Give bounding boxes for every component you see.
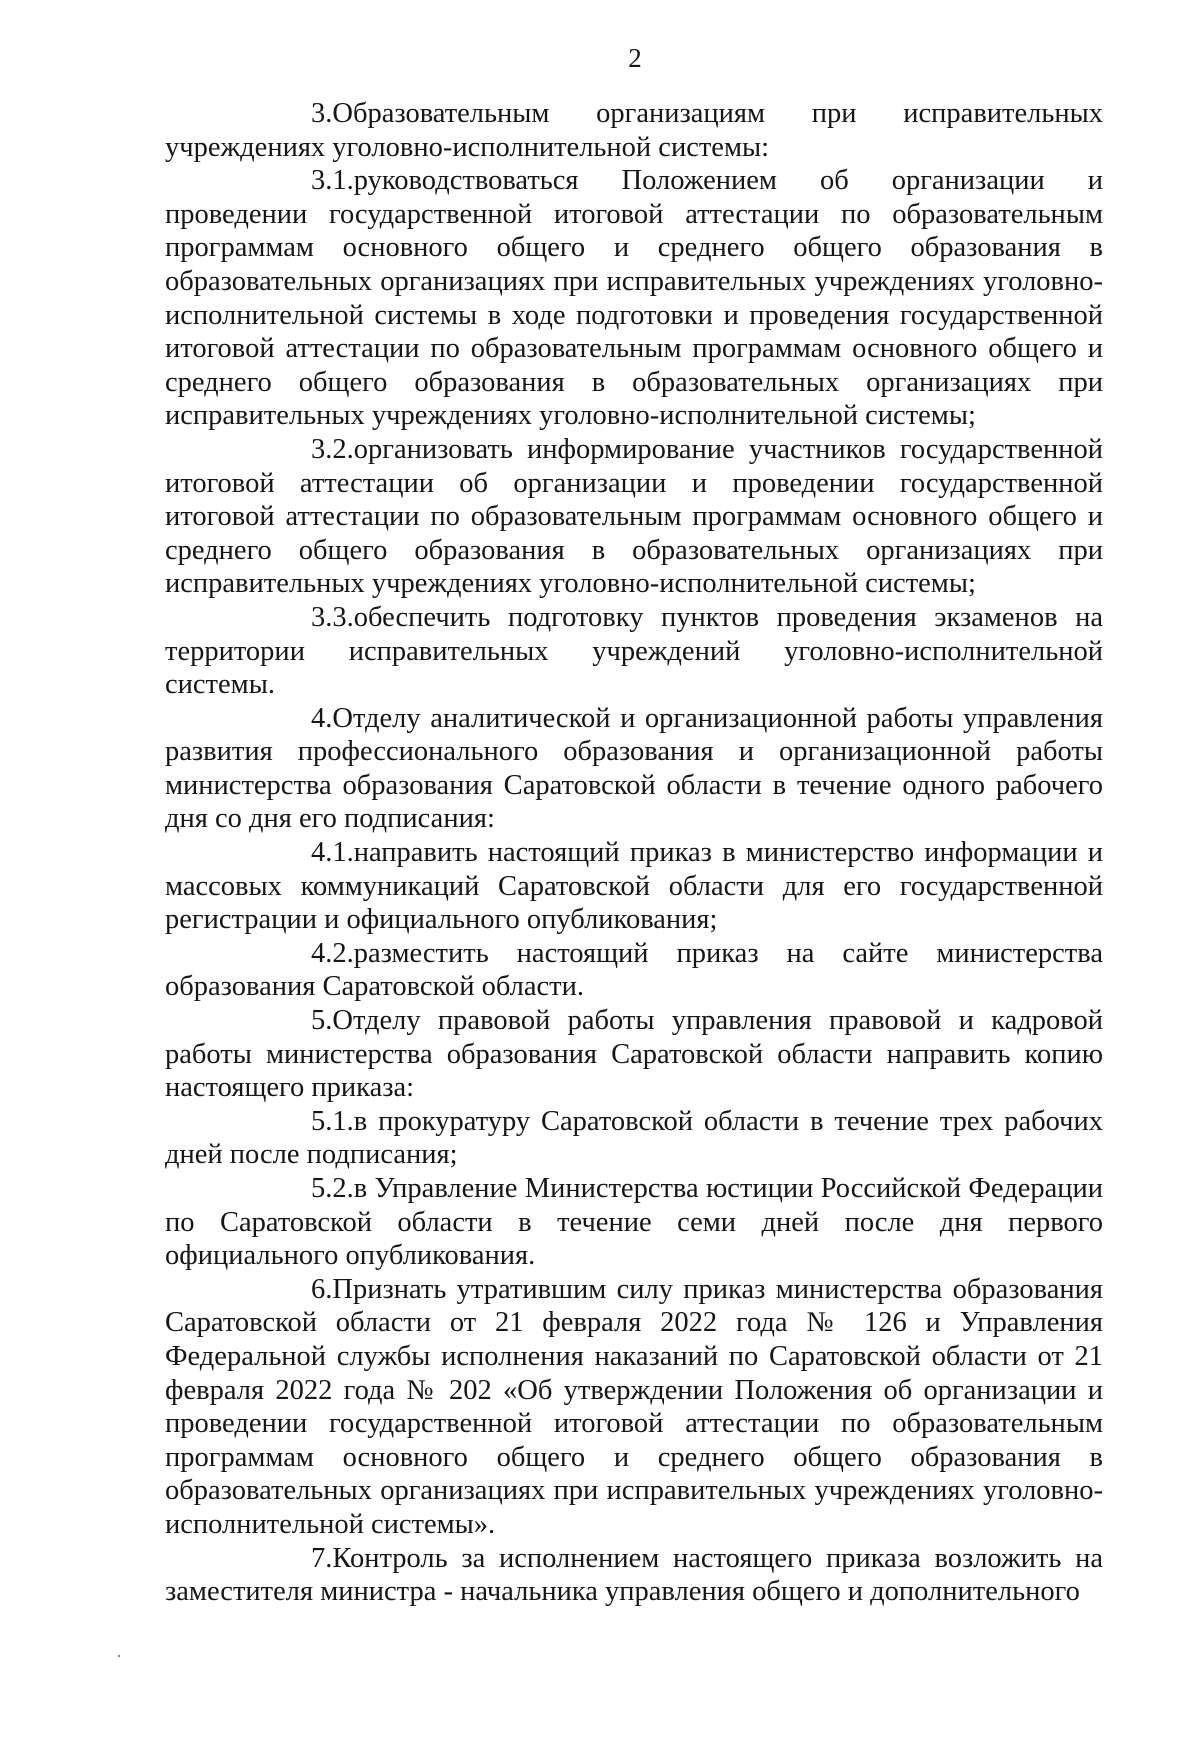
paragraph-4 — [165, 702, 1103, 836]
paragraph-number: 5. — [311, 1005, 333, 1037]
paragraph-4-2 — [165, 937, 1103, 1004]
paragraph-number: 3. — [311, 98, 333, 129]
paragraph-5-1 — [165, 1105, 1103, 1172]
paragraph-number: 4. — [311, 702, 333, 734]
paragraph-3-2 — [165, 433, 1103, 601]
paragraph-7 — [165, 1542, 1103, 1609]
paragraph-number: 3.2. — [311, 433, 354, 465]
paragraph-4-1 — [165, 836, 1103, 937]
paragraph-text: Образовательным организациям при исправительных учреждениях уголовно-исполнительной системы: — [165, 98, 1103, 163]
paragraph-text: Признать утратившим силу приказ министерства образования Саратовской области от 21 февраля 2022 года № 126 и Управления Федеральной службы исполнения наказаний по Саратовской области от 21 февраля 2022 года № 202 «Об утверждении Положения об организации и проведении государственной итоговой аттестации по образовательным программам основного общего и среднего общего образования в образовательных организациях при исправительных учреждениях уголовно-исполнительной системы». — [165, 1273, 1103, 1540]
paragraph-3 — [165, 97, 1103, 164]
paragraph-text: организовать информирование участников государственной итоговой аттестации об организации и проведении государственной итоговой аттестации по образовательным программам основного общего и среднего общего образования в образовательных организациях при исправительных учреждениях уголовно-исполнительной системы; — [165, 433, 1103, 600]
paragraph-5 — [165, 1004, 1103, 1105]
scan-speck — [118, 1655, 120, 1657]
paragraph-3-1 — [165, 164, 1103, 433]
paragraph-text: в Управление Министерства юстиции Российской Федерации по Саратовской области в течение семи дней после дня первого официального опубликования. — [165, 1173, 1103, 1272]
paragraph-number: 5.1. — [311, 1105, 354, 1137]
paragraph-text: Отделу аналитической и организационной работы управления развития профессионального образования и организационной работы министерства образования Саратовской области в течение одного рабочего дня со дня его подписания: — [165, 702, 1103, 835]
paragraph-text: направить настоящий приказ в министерство информации и массовых коммуникаций Саратовской области для его государственной регистрации и официального опубликования; — [165, 837, 1103, 936]
paragraph-number: 4.1. — [311, 837, 354, 869]
paragraph-text: в прокуратуру Саратовской области в течение трех рабочих дней после подписания; — [165, 1105, 1103, 1171]
paragraph-number: 5.2. — [311, 1173, 354, 1204]
document-body — [165, 97, 1103, 1609]
paragraph-6 — [165, 1273, 1103, 1542]
paragraph-number: 3.3. — [311, 601, 354, 633]
paragraph-number: 7. — [311, 1542, 333, 1574]
paragraph-text: обеспечить подготовку пунктов проведения экзаменов на территории исправительных учреждений уголовно-исполнительной системы. — [165, 601, 1103, 701]
paragraph-text: разместить настоящий приказ на сайте министерства образования Саратовской области. — [165, 937, 1103, 1003]
paragraph-text: Отделу правовой работы управления правовой и кадровой работы министерства образования Саратовской области направить копию настоящего приказа: — [165, 1005, 1103, 1104]
paragraph-text: Контроль за исполнением настоящего приказа возложить на заместителя министра - начальника управления общего и дополнительного — [165, 1542, 1103, 1608]
paragraph-3-3 — [165, 601, 1103, 702]
page-number: 2 — [628, 43, 642, 73]
paragraph-5-2 — [165, 1172, 1103, 1273]
paragraph-text: руководствоваться Положением об организации и проведении государственной итоговой аттестации по образовательным программам основного общего и среднего общего образования в образовательных организациях при исправительных учреждениях уголовно-исполнительной системы в ходе подготовки и проведения государственной итоговой аттестации по образовательным программам основного общего и среднего общего образования в образовательных организациях при исправительных учреждениях уголовно-исполнительной системы; — [165, 165, 1103, 432]
paragraph-number: 4.2. — [311, 937, 354, 969]
paragraph-number: 3.1. — [311, 165, 354, 197]
paragraph-number: 6. — [311, 1273, 333, 1305]
